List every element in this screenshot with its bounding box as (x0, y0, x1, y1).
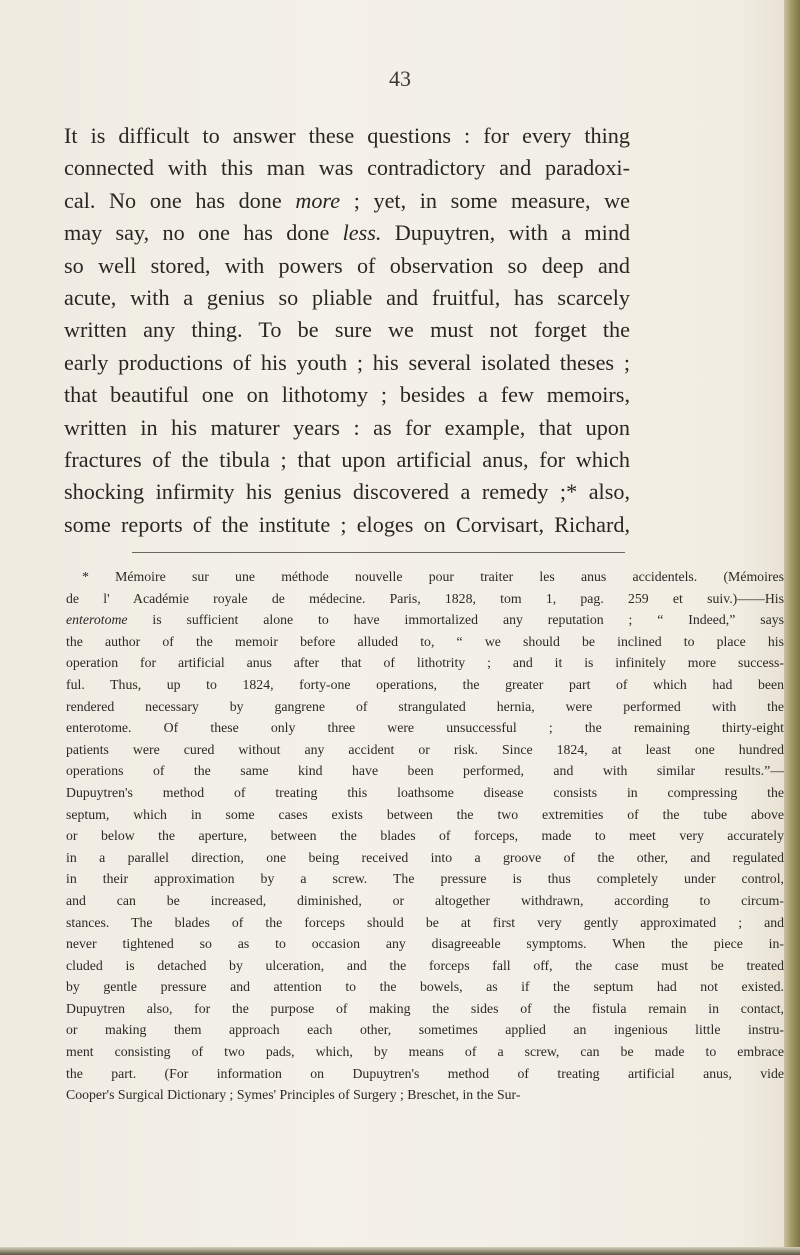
body-line: written any thing. To be sure we must not forget the (64, 317, 630, 343)
page-number: 43 (389, 66, 411, 91)
footnote-line: ful. Thus, up to 1824, forty-one operations, the greater part of which had been (66, 676, 784, 692)
body-line: shocking infirmity his genius discovered a remedy ;* also, (64, 479, 630, 505)
body-line: early productions of his youth ; his several isolated theses ; (64, 349, 630, 375)
footnote-line: Dupuytren's method of treating this loathsome disease consists in compressing the (66, 784, 784, 800)
body-line: some reports of the institute ; eloges on Corvisart, Richard, (64, 511, 630, 537)
footnote-line: by gentle pressure and attention to the bowels, as if the septum had not existed. (66, 979, 784, 995)
footnote-line: in their approximation by a screw. The pressure is thus completely under control, (66, 871, 784, 887)
body-line-start: may say, no one has done (64, 220, 343, 246)
emphasis-more: more (295, 187, 341, 213)
footnote-line: or below the aperture, between the blades of forceps, made to meet very accurately (66, 828, 784, 844)
body-line: connected with this man was contradictory and paradoxi- (64, 155, 630, 181)
page-edge-bottom (0, 1247, 800, 1255)
footnote-line: enterotome. Of these only three were unsuccessful ; the remaining thirty-eight (66, 720, 784, 736)
footnote-line: and can be increased, diminished, or altogether withdrawn, according to circum- (66, 892, 784, 908)
footnote-line: or making them approach each other, sometimes applied an ingenious little instru- (66, 1022, 784, 1038)
footnote-line: * Mémoire sur une méthode nouvelle pour traiter les anus accidentels. (Mémoires (82, 569, 784, 584)
footnote-line: patients were cured without any accident or risk. Since 1824, at least one hundred (66, 741, 784, 757)
footnote-line: cluded is detached by ulceration, and the forceps fall off, the case must be treated (66, 957, 784, 973)
footnote-line: Dupuytren also, for the purpose of making the sides of the fistula remain in contact, (66, 1000, 784, 1016)
emphasis-enterotome: enterotome (66, 612, 128, 628)
footnote-line: ment consisting of two pads, which, by means of a screw, can be made to embrace (66, 1044, 784, 1060)
footnote-line: de l' Académie royale de médecine. Paris, 1828, tom 1, pag. 259 et suiv.)——His (66, 590, 784, 606)
body-line (64, 217, 630, 249)
footnote-line: in a parallel direction, one being received into a groove of the other, and regulated (66, 849, 784, 865)
body-line (64, 185, 630, 217)
body-line-end: ; yet, in some measure, we (340, 187, 630, 213)
footnote-line: operation for artificial anus after that of lithotrity ; and it is infinitely more success- (66, 655, 784, 671)
page-edge-right (784, 0, 800, 1255)
body-line: written in his maturer years : as for example, that upon (64, 414, 630, 440)
body-line-end: Dupuytren, with a mind (381, 220, 631, 246)
footnote-line: septum, which in some cases exists between the two extremities of the tube above (66, 806, 784, 822)
footnote-divider (132, 552, 625, 553)
emphasis-less: less. (342, 220, 382, 246)
footnote-line: the part. (For information on Dupuytren's method of treating artificial anus, vide (66, 1065, 784, 1081)
footnote-line: Cooper's Surgical Dictionary ; Symes' Principles of Surgery ; Breschet, in the Sur- (66, 1087, 521, 1103)
footnote-line: the author of the memoir before alluded to, “ we should be inclined to place his (66, 633, 784, 649)
footnote (66, 566, 784, 1106)
body-line: so well stored, with powers of observation so deep and (64, 252, 630, 278)
footnote-line: stances. The blades of the forceps should be at first very gently approximated ; and (66, 914, 784, 930)
footnote-line: rendered necessary by gangrene of strangulated hernia, were performed with the (66, 698, 784, 714)
body-line: fractures of the tibula ; that upon artificial anus, for which (64, 447, 630, 473)
footnote-line: never tightened so as to occasion any disagreeable symptoms. When the piece in- (66, 936, 784, 952)
body-line-start: cal. No one has done (64, 187, 296, 213)
body-text (64, 120, 630, 541)
body-line: that beautiful one on lithotomy ; besides a few memoirs, (64, 382, 630, 408)
body-line: It is difficult to answer these questions : for every thing (64, 123, 630, 148)
body-line: acute, with a genius so pliable and fruitful, has scarcely (64, 285, 630, 311)
footnote-line (66, 609, 784, 631)
footnote-line-rest: is sufficient alone to have immortalized any reputation ; “ Indeed,” says (127, 612, 784, 628)
footnote-line: operations of the same kind have been performed, and with similar results.”— (66, 763, 784, 779)
